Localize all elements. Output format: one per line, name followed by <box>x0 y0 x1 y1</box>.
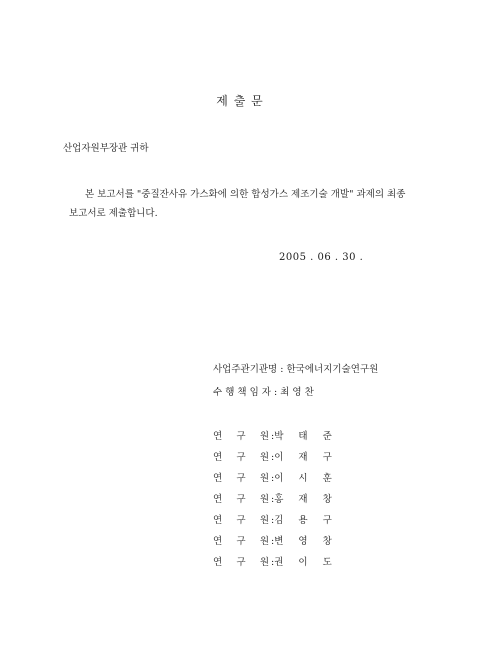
researcher-row: 연 구 원 :이 시 훈 <box>213 470 338 484</box>
lead-row <box>213 384 314 398</box>
researcher-role: 연 구 원 <box>213 515 269 526</box>
researcher-role: 연 구 원 <box>213 494 269 505</box>
lead-label: 수 행 책 임 자 : <box>213 387 281 398</box>
researcher-row: 연 구 원 :박 태 준 <box>213 428 338 442</box>
researcher-row: 연 구 원 :홍 재 창 <box>213 491 338 505</box>
researcher-role: 연 구 원 <box>213 452 269 463</box>
body-line-1: 본 보고서를 "중질잔사유 가스화에 의한 합성가스 제조기술 개발" 과제의 최종 <box>85 189 406 200</box>
researcher-role: 연 구 원 <box>213 536 269 547</box>
researcher-role: 연 구 원 <box>213 557 269 568</box>
body-paragraph <box>63 185 423 223</box>
researcher-role: 연 구 원 <box>213 473 269 484</box>
researcher-name: 홍 재 창 <box>274 494 338 505</box>
agency-label: 사업주관기관명 : <box>213 364 287 375</box>
researcher-name: 권 이 도 <box>274 557 338 568</box>
body-line-2: 보고서로 제출합니다. <box>69 208 158 219</box>
researcher-name: 김 용 구 <box>274 515 338 526</box>
agency-row <box>213 361 378 375</box>
researcher-name: 박 태 준 <box>274 431 338 442</box>
researcher-name: 이 시 훈 <box>274 473 338 484</box>
researcher-row: 연 구 원 :변 영 창 <box>213 533 338 547</box>
researcher-row: 연 구 원 :권 이 도 <box>213 554 338 568</box>
researcher-name: 이 재 구 <box>274 452 338 463</box>
submission-date: 2005 . 06 . 30 . <box>279 252 364 263</box>
addressee: 산업자원부장관 귀하 <box>63 143 149 154</box>
agency-value: 한국에너지기술연구원 <box>286 364 379 375</box>
researcher-role: 연 구 원 <box>213 431 269 442</box>
researcher-row: 연 구 원 :이 재 구 <box>213 449 338 463</box>
researcher-name: 변 영 창 <box>274 536 338 547</box>
page-title: 제 출 문 <box>216 94 264 108</box>
lead-value: 최 영 찬 <box>280 387 314 398</box>
researcher-row: 연 구 원 :김 용 구 <box>213 512 338 526</box>
